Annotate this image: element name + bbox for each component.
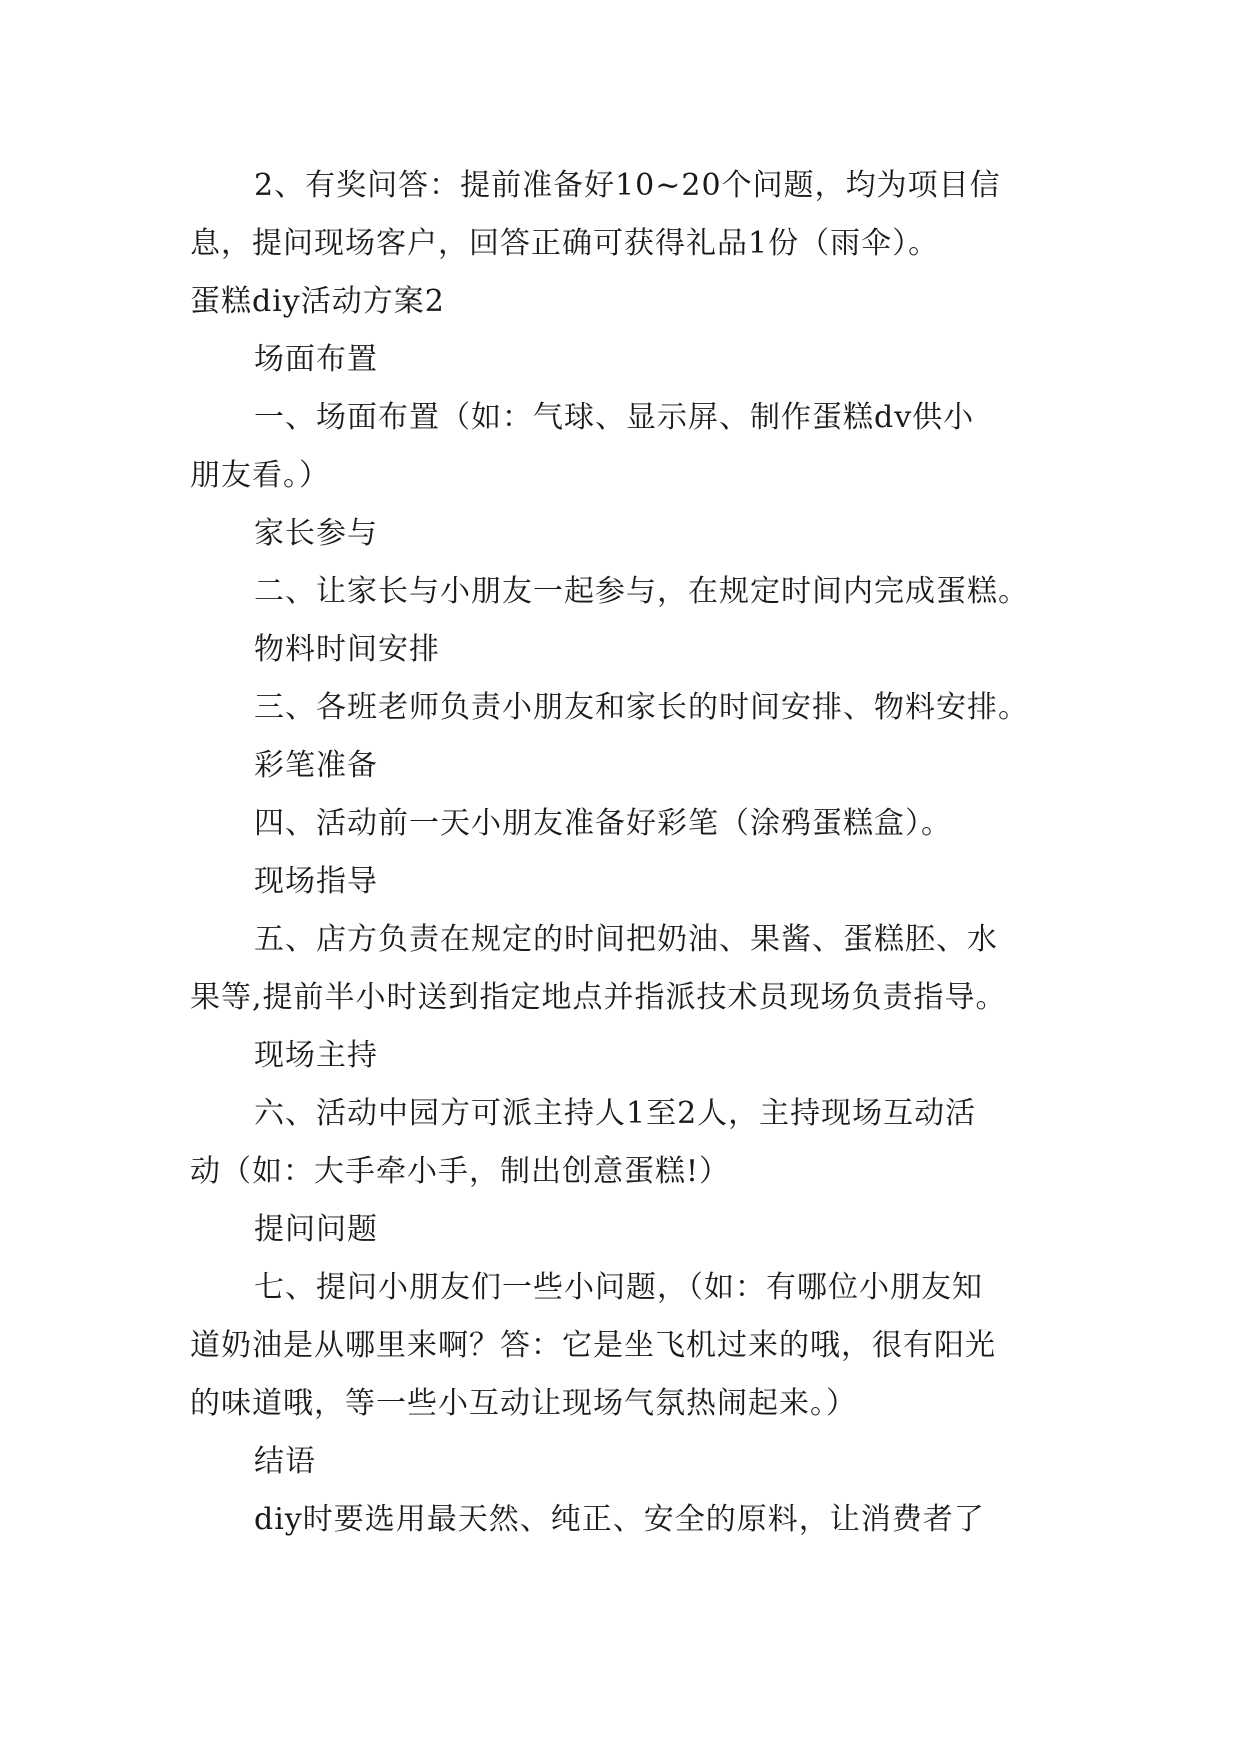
paragraph-line: 息，提问现场客户，回答正确可获得礼品1份（雨伞）。 [190, 226, 940, 261]
subheading: 现场指导 [254, 864, 378, 899]
paragraph-line: 朋友看。） [190, 458, 330, 493]
paragraph-line: 2、有奖问答：提前准备好10~20个问题，均为项目信 [254, 168, 1001, 203]
subheading: 结语 [254, 1444, 316, 1479]
paragraph-line: 三、各班老师负责小朋友和家长的时间安排、物料安排。 [254, 690, 1029, 725]
paragraph-line: 二、让家长与小朋友一起参与，在规定时间内完成蛋糕。 [254, 574, 1029, 609]
paragraph-line: 六、活动中园方可派主持人1至2人，主持现场互动活 [254, 1096, 977, 1131]
paragraph-line: 道奶油是从哪里来啊？答：它是坐飞机过来的哦，很有阳光 [190, 1328, 996, 1363]
subheading: 彩笔准备 [254, 748, 378, 783]
subheading: 提问问题 [254, 1212, 378, 1247]
paragraph-line: 果等,提前半小时送到指定地点并指派技术员现场负责指导。 [190, 980, 1007, 1015]
subheading: 物料时间安排 [254, 632, 440, 667]
paragraph-line: 七、提问小朋友们一些小问题，（如：有哪位小朋友知 [254, 1270, 983, 1305]
paragraph-line: 五、店方负责在规定的时间把奶油、果酱、蛋糕胚、水 [254, 922, 998, 957]
subheading: 场面布置 [254, 342, 378, 377]
subheading: 现场主持 [254, 1038, 378, 1073]
section-title: 蛋糕diy活动方案2 [190, 284, 445, 319]
paragraph-line: 一、场面布置（如：气球、显示屏、制作蛋糕dv供小 [254, 400, 975, 435]
subheading: 家长参与 [254, 516, 378, 551]
paragraph-line: 四、活动前一天小朋友准备好彩笔（涂鸦蛋糕盒）。 [254, 806, 952, 841]
paragraph-line: 的味道哦，等一些小互动让现场气氛热闹起来。） [190, 1386, 857, 1421]
paragraph-line: 动（如：大手牵小手，制出创意蛋糕!） [190, 1154, 731, 1189]
paragraph-line: diy时要选用最天然、纯正、安全的原料，让消费者了 [254, 1502, 985, 1537]
